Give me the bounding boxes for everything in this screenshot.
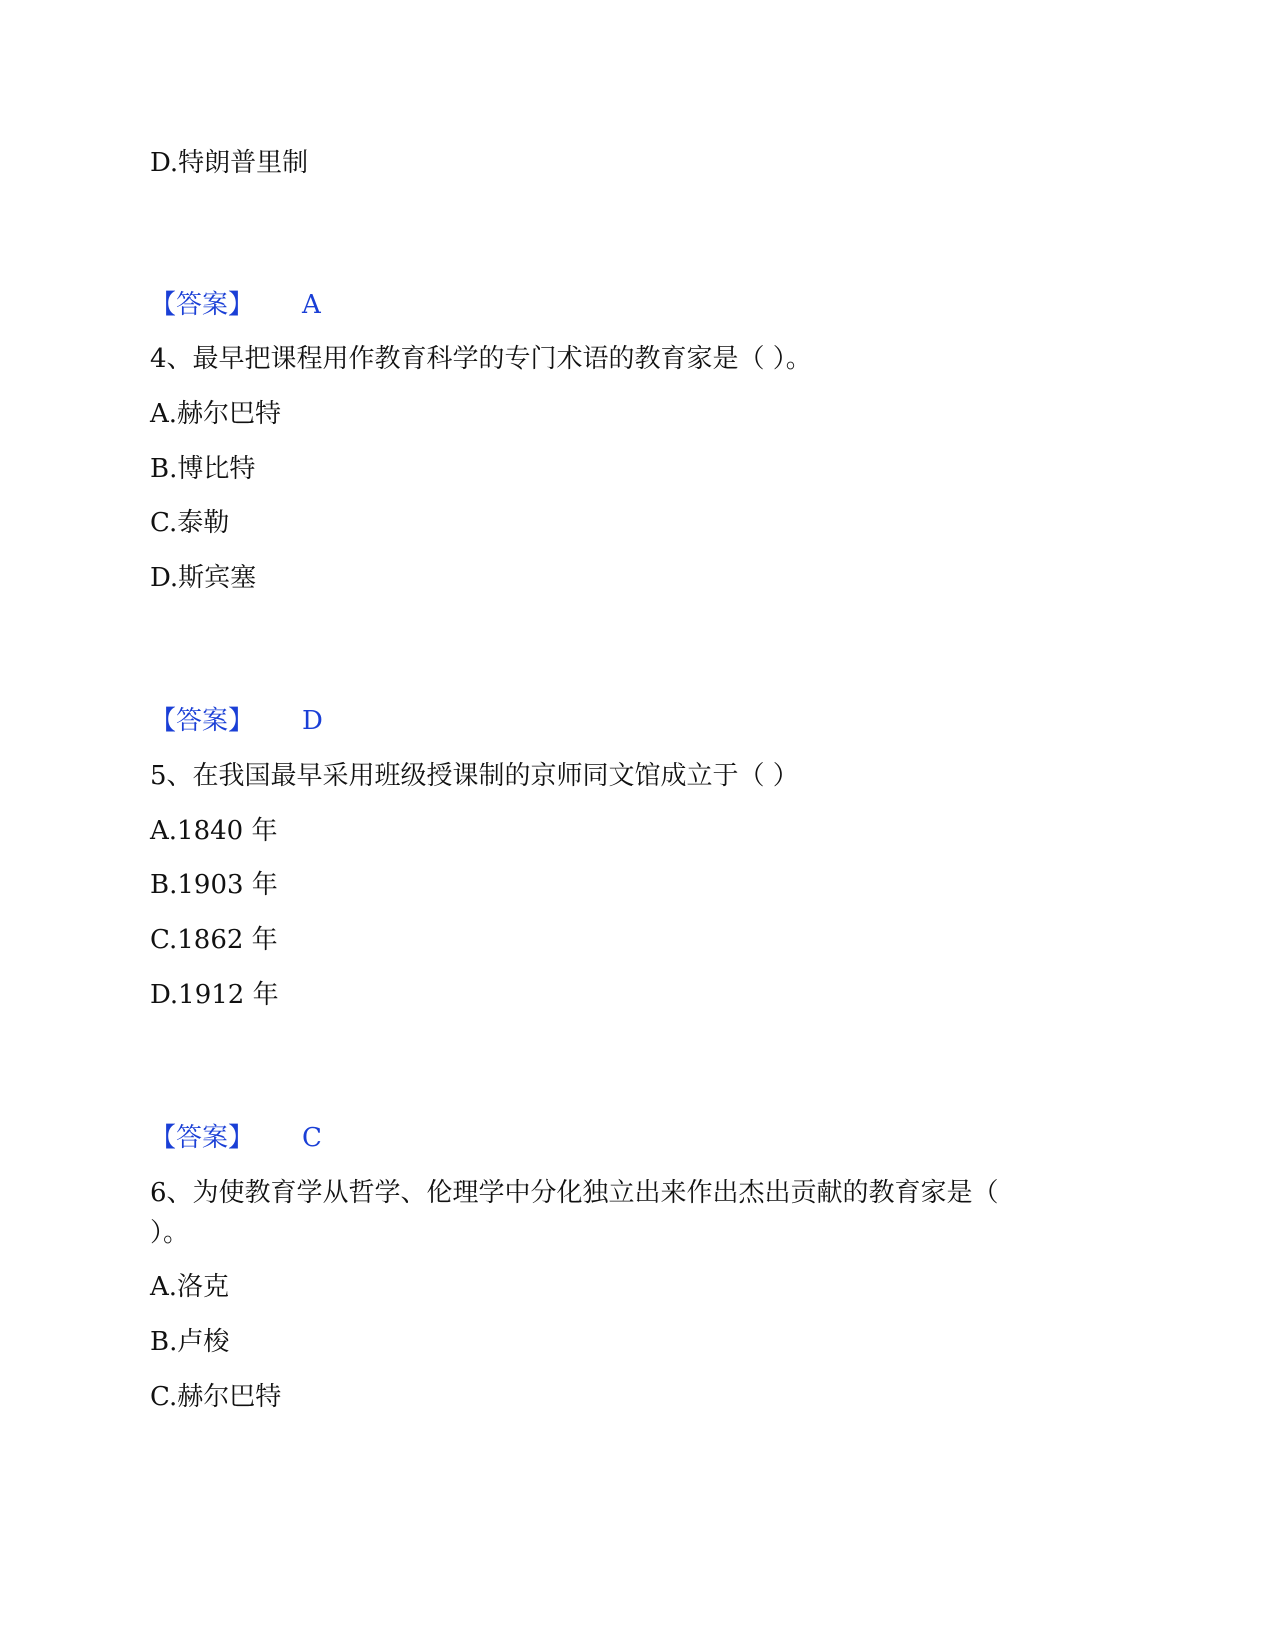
q4-option-b: B.博比特	[150, 454, 256, 484]
question-6-line-1: 6、为使教育学从哲学、伦理学中分化独立出来作出杰出贡献的教育家是（	[150, 1178, 999, 1208]
q5-option-b: B.1903 年	[150, 870, 278, 900]
q4-option-a: A.赫尔巴特	[150, 399, 282, 429]
q6-option-b: B.卢梭	[150, 1327, 230, 1357]
answer-value: C	[302, 1123, 322, 1153]
q5-option-a: A.1840 年	[150, 816, 278, 846]
answer-line-q5	[150, 1121, 322, 1155]
q5-option-d: D.1912 年	[150, 980, 279, 1010]
option-d-prev: D.特朗普里制	[150, 148, 309, 178]
answer-value: D	[302, 706, 323, 736]
answer-line-q4	[150, 704, 323, 738]
question-5: 5、在我国最早采用班级授课制的京师同文馆成立于（ ）	[150, 761, 799, 791]
q4-option-d: D.斯宾塞	[150, 563, 257, 593]
answer-value: A	[302, 290, 321, 320]
answer-line-q3	[150, 288, 321, 322]
answer-label: 【答案】	[150, 706, 255, 736]
q5-option-c: C.1862 年	[150, 925, 278, 955]
question-4: 4、最早把课程用作教育科学的专门术语的教育家是（ ）。	[150, 344, 812, 374]
answer-label: 【答案】	[150, 290, 255, 320]
q6-option-a: A.洛克	[150, 1272, 230, 1302]
q4-option-c: C.泰勒	[150, 508, 230, 538]
answer-label: 【答案】	[150, 1123, 255, 1153]
q6-option-c: C.赫尔巴特	[150, 1382, 282, 1412]
question-6-line-2: ）。	[150, 1218, 190, 1248]
